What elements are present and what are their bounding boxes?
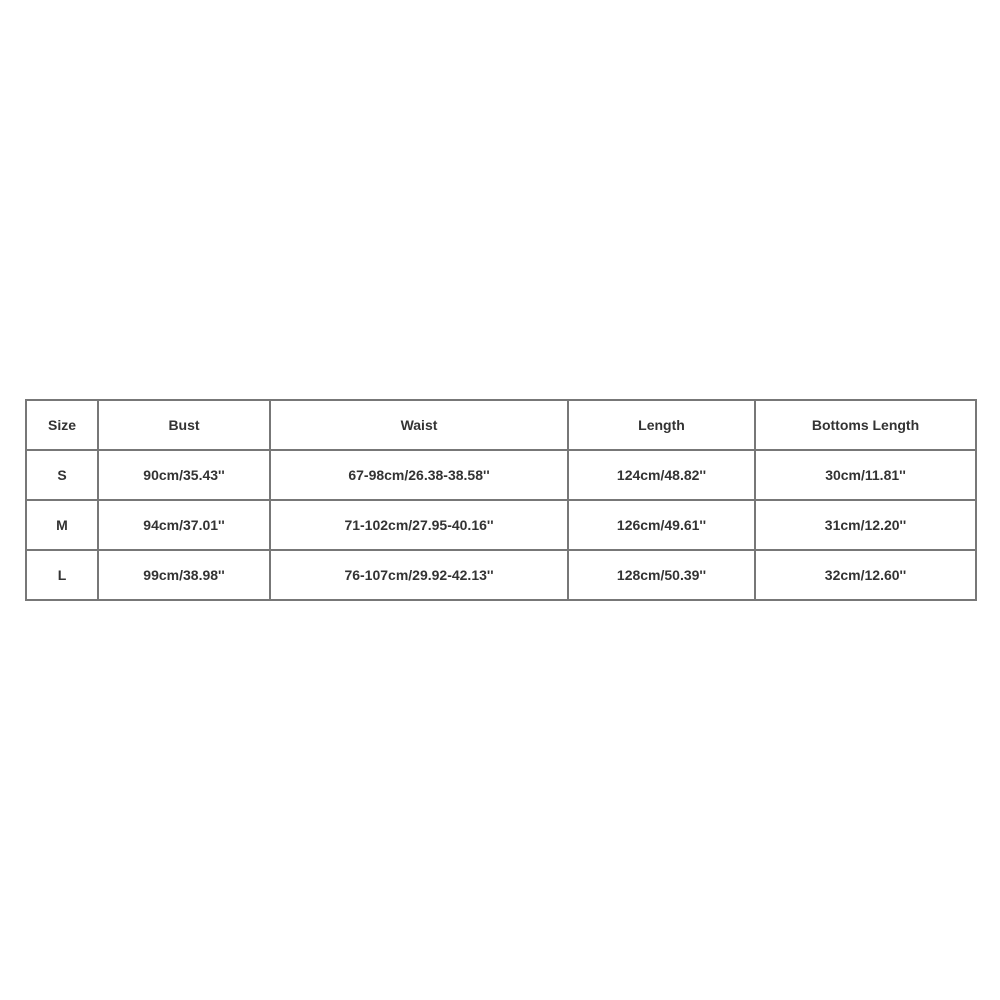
header-length: Length: [569, 401, 756, 451]
cell-bottoms-length: 30cm/11.81'': [756, 451, 977, 501]
table-row: [27, 551, 977, 601]
cell-waist: 76-107cm/29.92-42.13'': [271, 551, 569, 601]
cell-bust: 94cm/37.01'': [99, 501, 271, 551]
cell-waist: 71-102cm/27.95-40.16'': [271, 501, 569, 551]
cell-bust: 90cm/35.43'': [99, 451, 271, 501]
cell-length: 128cm/50.39'': [569, 551, 756, 601]
table-row: [27, 501, 977, 551]
cell-size: M: [27, 501, 99, 551]
header-bust: Bust: [99, 401, 271, 451]
header-waist: Waist: [271, 401, 569, 451]
cell-size: S: [27, 451, 99, 501]
header-bottoms-length: Bottoms Length: [756, 401, 977, 451]
header-size: Size: [27, 401, 99, 451]
cell-bust: 99cm/38.98'': [99, 551, 271, 601]
cell-bottoms-length: 32cm/12.60'': [756, 551, 977, 601]
cell-length: 126cm/49.61'': [569, 501, 756, 551]
cell-length: 124cm/48.82'': [569, 451, 756, 501]
cell-size: L: [27, 551, 99, 601]
cell-bottoms-length: 31cm/12.20'': [756, 501, 977, 551]
size-chart-table: [25, 399, 977, 601]
table-row: [27, 451, 977, 501]
table-header-row: [27, 401, 977, 451]
cell-waist: 67-98cm/26.38-38.58'': [271, 451, 569, 501]
